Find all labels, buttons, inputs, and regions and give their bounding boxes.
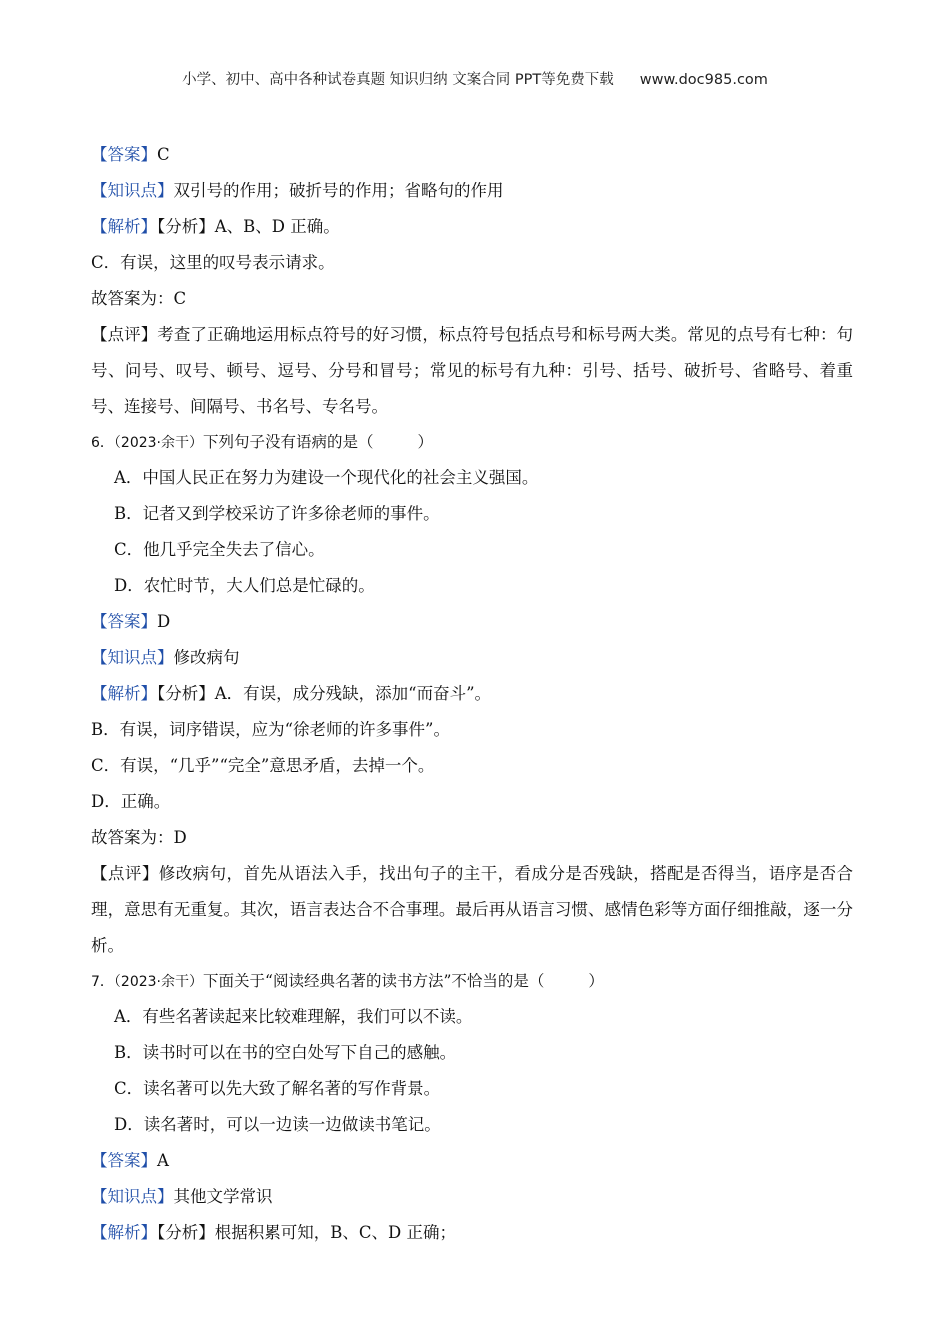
- q6-option-d: D．农忙时节，大人们总是忙碌的。: [114, 576, 375, 595]
- q5-knowledge: 【知识点】双引号的作用；破折号的作用；省略句的作用: [91, 181, 504, 200]
- q7-option-b: B．读书时可以在书的空白处写下自己的感触。: [114, 1043, 457, 1062]
- header-text: 小学、初中、高中各种试卷真题 知识归纳 文案合同 PPT等免费下载: [182, 72, 614, 88]
- q6-therefore: 故答案为：D: [91, 828, 187, 847]
- q7-knowledge: 【知识点】其他文学常识: [91, 1187, 273, 1206]
- q7-answer: 【答案】A: [91, 1151, 169, 1170]
- q7-option-a: A．有些名著读起来比较难理解，我们可以不读。: [114, 1007, 473, 1026]
- q7-option-d: D．读名著时，可以一边读一边做读书笔记。: [114, 1115, 441, 1134]
- q5-analysis-c: C．有误，这里的叹号表示请求。: [91, 253, 335, 272]
- document-body: [91, 137, 853, 1251]
- q5-answer: 【答案】C: [91, 145, 170, 164]
- q6-option-a: A．中国人民正在努力为建设一个现代化的社会主义强国。: [114, 468, 539, 487]
- q5-comment: 【点评】考查了正确地运用标点符号的好习惯，标点符号包括点号和标号两大类。常见的点号有七种：句号、问号、叹号、顿号、逗号、分号和冒号；常见的标号有九种：引号、括号、破折号、省略号、着重号、连接号、间隔号、书名号、专名号。: [91, 325, 854, 416]
- q5-therefore: 故答案为：C: [91, 289, 187, 308]
- header-url[interactable]: www.doc985.com: [639, 72, 768, 88]
- q6-option-b: B．记者又到学校采访了许多徐老师的事件。: [114, 504, 440, 523]
- q5-analysis: 【解析】【分析】A、B、D 正确。: [91, 217, 340, 236]
- q6-analysis-d: D．正确。: [91, 792, 171, 811]
- q7-option-c: C．读名著可以先大致了解名著的写作背景。: [114, 1079, 441, 1098]
- q7-analysis: 【解析】【分析】根据积累可知，B、C、D 正确；: [91, 1223, 456, 1242]
- q6-analysis-b: B．有误，词序错误，应为“徐老师的许多事件”。: [91, 720, 450, 739]
- q6-knowledge: 【知识点】修改病句: [91, 648, 240, 667]
- q6-analysis: 【解析】【分析】A．有误，成分残缺，添加“而奋斗”。: [91, 684, 492, 703]
- q6-option-c: C．他几乎完全失去了信心。: [114, 540, 325, 559]
- q6-comment: 【点评】修改病句，首先从语法入手，找出句子的主干，看成分是否残缺，搭配是否得当，语序是否合理，意思有无重复。其次，语言表达合不合事理。最后再从语言习惯、感情色彩等方面仔细推敲，逐一分析。: [91, 864, 854, 955]
- q6-analysis-c: C．有误，“几乎”“完全”意思矛盾，去掉一个。: [91, 756, 435, 775]
- q6-answer: 【答案】D: [91, 612, 171, 631]
- q6-stem: 6．（2023·余干）下列句子没有语病的是（ ）: [91, 433, 434, 451]
- q7-stem: 7．（2023·余干）下面关于“阅读经典名著的读书方法”不恰当的是（ ）: [91, 972, 604, 990]
- page-header: [0, 68, 950, 89]
